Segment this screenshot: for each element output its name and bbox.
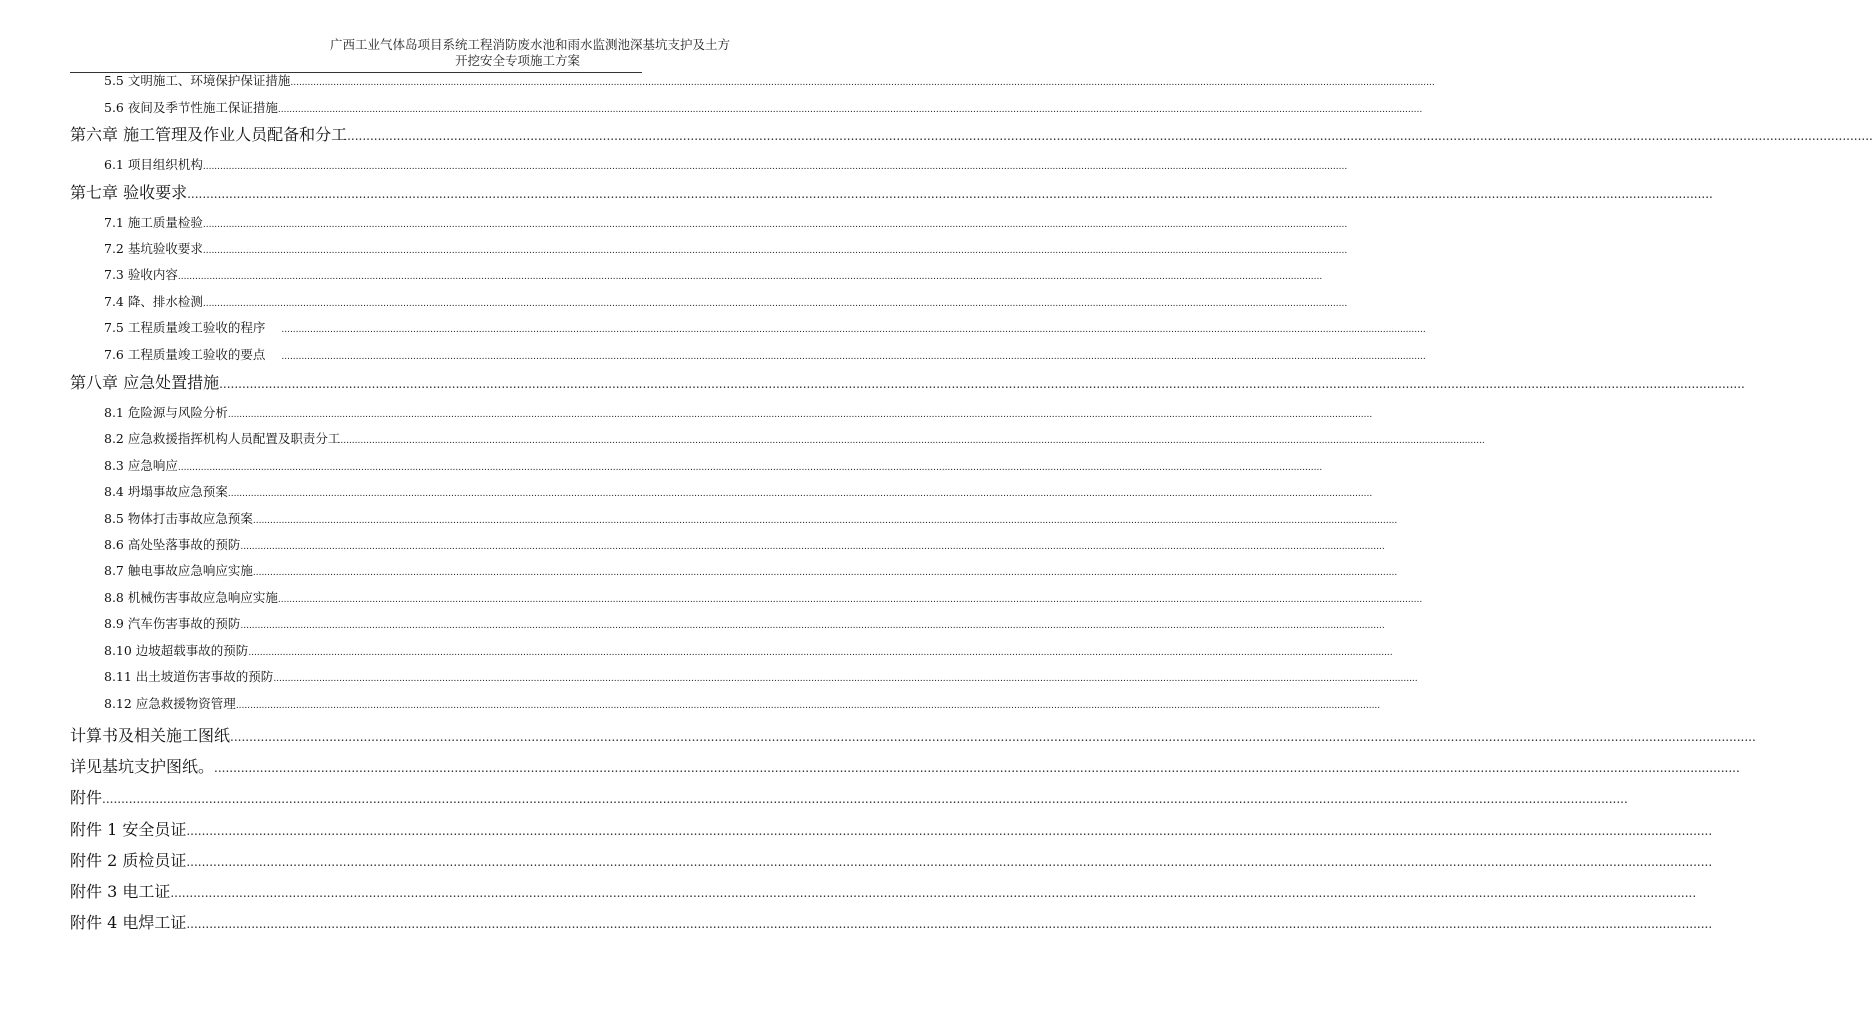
toc-entry-label: 附件 2 质检员证 <box>70 851 187 870</box>
toc-section-entry <box>104 266 1323 284</box>
toc-section-entry <box>104 346 1426 364</box>
toc-dot-leader: ................................................................................................................................................................................................................................................................................................................................................................................................................ <box>277 105 1423 115</box>
toc-entry-label: 8.9 汽车伤害事故的预防 <box>104 616 241 631</box>
toc-entry-label: 第七章 验收要求 <box>70 183 188 202</box>
toc-chapter-entry <box>70 850 1713 872</box>
toc-section-entry <box>104 156 1348 174</box>
header-title-line-2: 开挖安全专项施工方案 <box>454 53 580 68</box>
toc-entry-label: 8.5 物体打击事故应急预案 <box>104 511 253 526</box>
toc-dot-leader: ................................................................................................................................................................................................................................................................................................................................................................................................................ <box>102 792 1628 806</box>
toc-chapter-entry <box>70 372 1745 394</box>
toc-entry-label: 5.5 文明施工、环境保护保证措施 <box>104 73 291 88</box>
toc-entry-label: 8.3 应急响应 <box>104 458 178 473</box>
toc-dot-leader: ................................................................................................................................................................................................................................................................................................................................................................................................................ <box>170 886 1697 900</box>
toc-chapter-entry <box>70 124 1873 146</box>
toc-chapter-entry <box>70 182 1713 204</box>
toc-chapter-entry <box>70 756 1740 778</box>
toc-section-entry <box>104 240 1348 258</box>
toc-section-entry <box>104 457 1323 475</box>
toc-section-entry <box>104 510 1398 528</box>
toc-dot-leader: ................................................................................................................................................................................................................................................................................................................................................................................................................ <box>202 246 1348 256</box>
toc-entry-label: 计算书及相关施工图纸 <box>70 726 231 745</box>
toc-chapter-entry <box>70 787 1628 809</box>
toc-entry-label: 第八章 应急处置措施 <box>70 373 220 392</box>
toc-entry-label: 第六章 施工管理及作业人员配备和分工 <box>70 125 348 144</box>
toc-entry-label: 8.8 机械伤害事故应急响应实施 <box>104 590 278 605</box>
toc-section-entry <box>104 615 1385 633</box>
toc-section-entry <box>104 72 1435 90</box>
toc-dot-leader: ................................................................................................................................................................................................................................................................................................................................................................................................................ <box>186 824 1713 838</box>
toc-entry-label: 8.11 出土坡道伤害事故的预防 <box>104 669 274 684</box>
toc-entry-label: 7.6 工程质量竣工验收的要点 <box>104 347 266 362</box>
toc-entry-label: 8.7 触电事故应急响应实施 <box>104 563 253 578</box>
toc-entry-label: 7.4 降、排水检测 <box>104 294 203 309</box>
header-title-line-1: 广西工业气体岛项目系统工程消防废水池和雨水监测池深基坑支护及土方 <box>329 37 730 52</box>
toc-section-entry <box>104 483 1373 501</box>
toc-dot-leader: ................................................................................................................................................................................................................................................................................................................................................................................................................ <box>202 299 1348 309</box>
toc-dot-leader: ................................................................................................................................................................................................................................................................................................................................................................................................................ <box>248 648 1393 658</box>
toc-entry-label: 详见基坑支护图纸。 <box>70 757 215 776</box>
toc-entry-label: 8.2 应急救援指挥机构人员配置及职责分工 <box>104 431 341 446</box>
toc-chapter-entry <box>70 912 1713 934</box>
toc-section-entry <box>104 695 1381 713</box>
toc-section-entry <box>104 430 1485 448</box>
toc-dot-leader: ................................................................................................................................................................................................................................................................................................................................................................................................................ <box>230 730 1756 744</box>
toc-dot-leader: ................................................................................................................................................................................................................................................................................................................................................................................................................ <box>252 516 1398 526</box>
toc-entry-label: 附件 3 电工证 <box>70 882 171 901</box>
toc-section-entry <box>104 293 1348 311</box>
toc-entry-label: 8.10 边坡超载事故的预防 <box>104 643 249 658</box>
toc-dot-leader: ................................................................................................................................................................................................................................................................................................................................................................................................................ <box>281 325 1426 335</box>
toc-section-entry <box>104 404 1373 422</box>
toc-dot-leader: ................................................................................................................................................................................................................................................................................................................................................................................................................ <box>347 129 1873 143</box>
toc-section-entry <box>104 642 1393 660</box>
toc-dot-leader: ................................................................................................................................................................................................................................................................................................................................................................................................................ <box>240 542 1385 552</box>
toc-entry-label: 附件 <box>70 788 103 807</box>
toc-chapter-entry <box>70 881 1697 903</box>
toc-dot-leader: ................................................................................................................................................................................................................................................................................................................................................................................................................ <box>177 272 1323 282</box>
toc-dot-leader: ................................................................................................................................................................................................................................................................................................................................................................................................................ <box>252 568 1398 578</box>
toc-entry-label: 6.1 项目组织机构 <box>104 157 203 172</box>
toc-dot-leader: ................................................................................................................................................................................................................................................................................................................................................................................................................ <box>186 917 1713 931</box>
toc-entry-label: 8.4 坍塌事故应急预案 <box>104 484 228 499</box>
toc-chapter-entry <box>70 819 1713 841</box>
toc-entry-label: 7.2 基坑验收要求 <box>104 241 203 256</box>
toc-dot-leader: ................................................................................................................................................................................................................................................................................................................................................................................................................ <box>177 463 1323 473</box>
toc-dot-leader: ................................................................................................................................................................................................................................................................................................................................................................................................................ <box>273 674 1418 684</box>
toc-dot-leader: ................................................................................................................................................................................................................................................................................................................................................................................................................ <box>186 855 1713 869</box>
toc-section-entry <box>104 589 1423 607</box>
toc-dot-leader: ................................................................................................................................................................................................................................................................................................................................................................................................................ <box>219 377 1745 391</box>
toc-entry-label: 8.6 高处坠落事故的预防 <box>104 537 241 552</box>
toc-dot-leader: ................................................................................................................................................................................................................................................................................................................................................................................................................ <box>202 220 1348 230</box>
toc-dot-leader: ................................................................................................................................................................................................................................................................................................................................................................................................................ <box>202 162 1348 172</box>
toc-entry-label: 8.12 应急救援物资管理 <box>104 696 236 711</box>
toc-dot-leader: ................................................................................................................................................................................................................................................................................................................................................................................................................ <box>235 701 1381 711</box>
toc-section-entry <box>104 536 1385 554</box>
toc-section-entry <box>104 562 1398 580</box>
toc-dot-leader: ................................................................................................................................................................................................................................................................................................................................................................................................................ <box>340 436 1485 446</box>
toc-dot-leader: ................................................................................................................................................................................................................................................................................................................................................................................................................ <box>281 352 1426 362</box>
toc-dot-leader: ................................................................................................................................................................................................................................................................................................................................................................................................................ <box>227 410 1373 420</box>
toc-section-entry <box>104 319 1426 337</box>
toc-dot-leader: ................................................................................................................................................................................................................................................................................................................................................................................................................ <box>290 78 1435 88</box>
toc-entry-label: 8.1 危险源与风险分析 <box>104 405 228 420</box>
toc-dot-leader: ................................................................................................................................................................................................................................................................................................................................................................................................................ <box>227 489 1373 499</box>
toc-dot-leader: ................................................................................................................................................................................................................................................................................................................................................................................................................ <box>240 621 1385 631</box>
toc-entry-label: 附件 4 电焊工证 <box>70 913 187 932</box>
toc-section-entry <box>104 668 1418 686</box>
toc-entry-label: 附件 1 安全员证 <box>70 820 187 839</box>
toc-chapter-entry <box>70 725 1756 747</box>
toc-dot-leader: ................................................................................................................................................................................................................................................................................................................................................................................................................ <box>187 187 1713 201</box>
toc-section-entry <box>104 214 1348 232</box>
toc-entry-label: 5.6 夜间及季节性施工保证措施 <box>104 100 278 115</box>
toc-section-entry <box>104 99 1423 117</box>
page-header <box>150 37 730 69</box>
toc-dot-leader: ................................................................................................................................................................................................................................................................................................................................................................................................................ <box>277 595 1423 605</box>
toc-dot-leader: ................................................................................................................................................................................................................................................................................................................................................................................................................ <box>214 761 1740 775</box>
toc-entry-label: 7.5 工程质量竣工验收的程序 <box>104 320 266 335</box>
toc-entry-label: 7.3 验收内容 <box>104 267 178 282</box>
toc-entry-label: 7.1 施工质量检验 <box>104 215 203 230</box>
